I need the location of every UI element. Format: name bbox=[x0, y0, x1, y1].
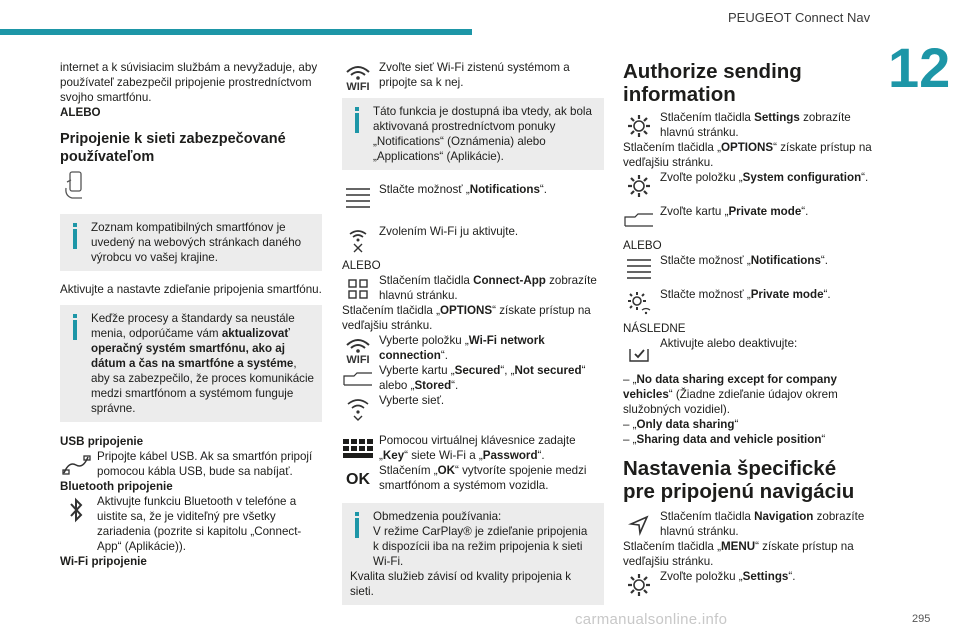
toggle-step: Aktivujte alebo deaktivujte: bbox=[623, 336, 885, 370]
menu-lines-icon bbox=[342, 182, 374, 214]
usb-step: Pripojte kábel USB. Ak sa smartfón pripojí pomocou kábla USB, bude sa nabíjať. bbox=[60, 449, 322, 479]
chapter-number: 12 bbox=[888, 36, 951, 99]
smartphone-icon bbox=[60, 170, 322, 210]
section-heading: Pripojenie k sieti zabezpečované používateľom bbox=[60, 131, 286, 165]
info-text: V režime CarPlay® je zdieľanie pripojenia k dispozícii iba na režim pripojenia k sieti Wi-Fi. bbox=[373, 525, 588, 568]
tab-icon bbox=[623, 204, 655, 236]
svg-text:WIFI: WIFI bbox=[346, 354, 370, 364]
tab-step: Vyberte kartu „Secured“, „Not secured“ alebo „Stored“. bbox=[342, 363, 604, 393]
info-icon bbox=[68, 223, 82, 249]
checkbox-icon bbox=[623, 336, 655, 368]
bluetooth-title: Bluetooth pripojenie bbox=[60, 480, 173, 493]
info-text: Táto funkcia je dostupná iba vtedy, ak bola aktivovaná prostredníctvom ponuky „Notifications“ (Oznámenia) alebo „Applications“ (Aplikácie). bbox=[373, 105, 592, 163]
info-box bbox=[342, 98, 604, 170]
wifi-select-step: WIFI Zvoľte sieť Wi-Fi zistenú systémom a pripojte sa k nej. bbox=[342, 60, 604, 94]
option-item: – „No data sharing except for company vehicles“ (Žiadne zdieľanie údajov okrem služobných vozidiel). bbox=[623, 373, 838, 416]
connect-app-step: Stlačením tlačidla Connect-App zobrazíte hlavnú stránku. bbox=[342, 273, 604, 303]
settings-step: Stlačením tlačidla Settings zobrazíte hlavnú stránku. bbox=[623, 110, 885, 140]
gear-wifi-icon bbox=[623, 287, 655, 319]
header-title: PEUGEOT Connect Nav bbox=[728, 10, 871, 25]
paragraph: internet a k súvisiacim službám a nevyžaduje, aby používateľ zabezpečil pripojenie prostredníctvom svojho smartfónu. bbox=[60, 61, 318, 104]
select-network-step: Vyberte sieť. bbox=[342, 393, 604, 427]
next-label: NÁSLEDNE bbox=[623, 322, 686, 335]
info-text: Keďže procesy a štandardy sa neustále menia, odporúčame vám aktualizovať operačný systém smartfónu, ako aj dátum a čas na smartfóne a systéme, aby sa zabezpečilo, že proces komunikácie medzi smartfónom a systémom funguje správne. bbox=[91, 312, 314, 415]
keyboard-icon bbox=[342, 433, 374, 465]
or-label: ALEBO bbox=[60, 106, 101, 119]
usb-cable-icon bbox=[60, 449, 92, 481]
apps-grid-icon bbox=[342, 273, 374, 305]
or-label: ALEBO bbox=[342, 259, 381, 272]
bluetooth-step: Aktivujte funkciu Bluetooth v telefóne a uistite sa, že je viditeľný pre všetky zariadenia (pozrite si kapitolu „Connect-App“ (Aplikácie)). bbox=[60, 494, 322, 554]
option-item: – „Sharing data and vehicle position“ bbox=[623, 433, 826, 446]
info-text: Zoznam kompatibilných smartfónov je uvedený na webových stránkach daného výrobcu vo vašej krajine. bbox=[91, 221, 302, 264]
info-box bbox=[342, 503, 604, 605]
info-text: Obmedzenia používania: bbox=[373, 510, 502, 523]
keyboard-step: Pomocou virtuálnej klávesnice zadajte „Key“ siete Wi-Fi a „Password“. bbox=[342, 433, 604, 463]
navigation-step: Stlačením tlačidla Navigation zobrazíte hlavnú stránku. bbox=[623, 509, 885, 539]
wifi-title: Wi-Fi pripojenie bbox=[60, 555, 147, 568]
info-icon bbox=[350, 107, 364, 133]
navigation-arrow-icon bbox=[623, 509, 655, 541]
menu-paragraph: Stlačením tlačidla „MENU“ získate prístup na vedľajšiu stránku. bbox=[623, 540, 854, 568]
paragraph: Aktivujte a nastavte zdieľanie pripojenia smartfónu. bbox=[60, 283, 322, 296]
ok-step: OK Stlačením „OK“ vytvoríte spojenie medzi smartfónom a systémom vozidla. bbox=[342, 463, 604, 493]
options-paragraph: Stlačením tlačidla „OPTIONS“ získate prístup na vedľajšiu stránku. bbox=[623, 141, 872, 169]
menu-lines-icon bbox=[623, 253, 655, 285]
notifications-step: Stlačte možnosť „Notifications“. bbox=[623, 253, 885, 287]
section-heading: Authorize sending information bbox=[623, 60, 802, 106]
options-paragraph: Stlačením tlačidla „OPTIONS“ získate prístup na vedľajšiu stránku. bbox=[342, 304, 591, 332]
private-mode-tab-step: Zvoľte kartu „Private mode“. bbox=[623, 204, 885, 238]
section-heading: Nastavenia špecifické pre pripojenú navigáciu bbox=[623, 457, 855, 503]
info-icon bbox=[350, 512, 364, 538]
wifi-signal-icon bbox=[342, 393, 374, 425]
tab-icon bbox=[342, 363, 374, 395]
page-number: 295 bbox=[912, 613, 931, 625]
settings-step: Zvoľte položku „Settings“. bbox=[623, 569, 885, 603]
option-item: – „Only data sharing“ bbox=[623, 418, 739, 431]
column-3 bbox=[623, 60, 885, 603]
wifi-icon bbox=[342, 60, 374, 92]
column-1 bbox=[60, 60, 322, 569]
column-2 bbox=[342, 60, 604, 605]
info-text: Kvalita služieb závisí od kvality pripojenia k sieti. bbox=[350, 570, 572, 598]
svg-text:WIFI: WIFI bbox=[346, 81, 370, 91]
wifi-activate-step: Zvolením Wi-Fi ju aktivujte. bbox=[342, 224, 604, 258]
info-box bbox=[60, 305, 322, 422]
info-icon bbox=[68, 314, 82, 340]
wifi-network-step: WIFI Vyberte položku „Wi-Fi network connection“. bbox=[342, 333, 604, 363]
private-mode-step: Stlačte možnosť „Private mode“. bbox=[623, 287, 885, 321]
gear-icon bbox=[623, 110, 655, 142]
header-accent-bar bbox=[0, 29, 472, 35]
watermark: carmanualsonline.info bbox=[575, 611, 728, 628]
info-box bbox=[60, 214, 322, 271]
notifications-step: Stlačte možnosť „Notifications“. bbox=[342, 182, 604, 216]
bluetooth-icon bbox=[60, 494, 92, 526]
gear-icon bbox=[623, 569, 655, 601]
gear-icon bbox=[623, 170, 655, 202]
system-config-step: Zvoľte položku „System configuration“. bbox=[623, 170, 885, 204]
or-label: ALEBO bbox=[623, 239, 662, 252]
wifi-toggle-icon bbox=[342, 224, 374, 256]
usb-title: USB pripojenie bbox=[60, 435, 144, 448]
wifi-icon bbox=[342, 333, 374, 365]
ok-icon: OK bbox=[346, 470, 370, 488]
